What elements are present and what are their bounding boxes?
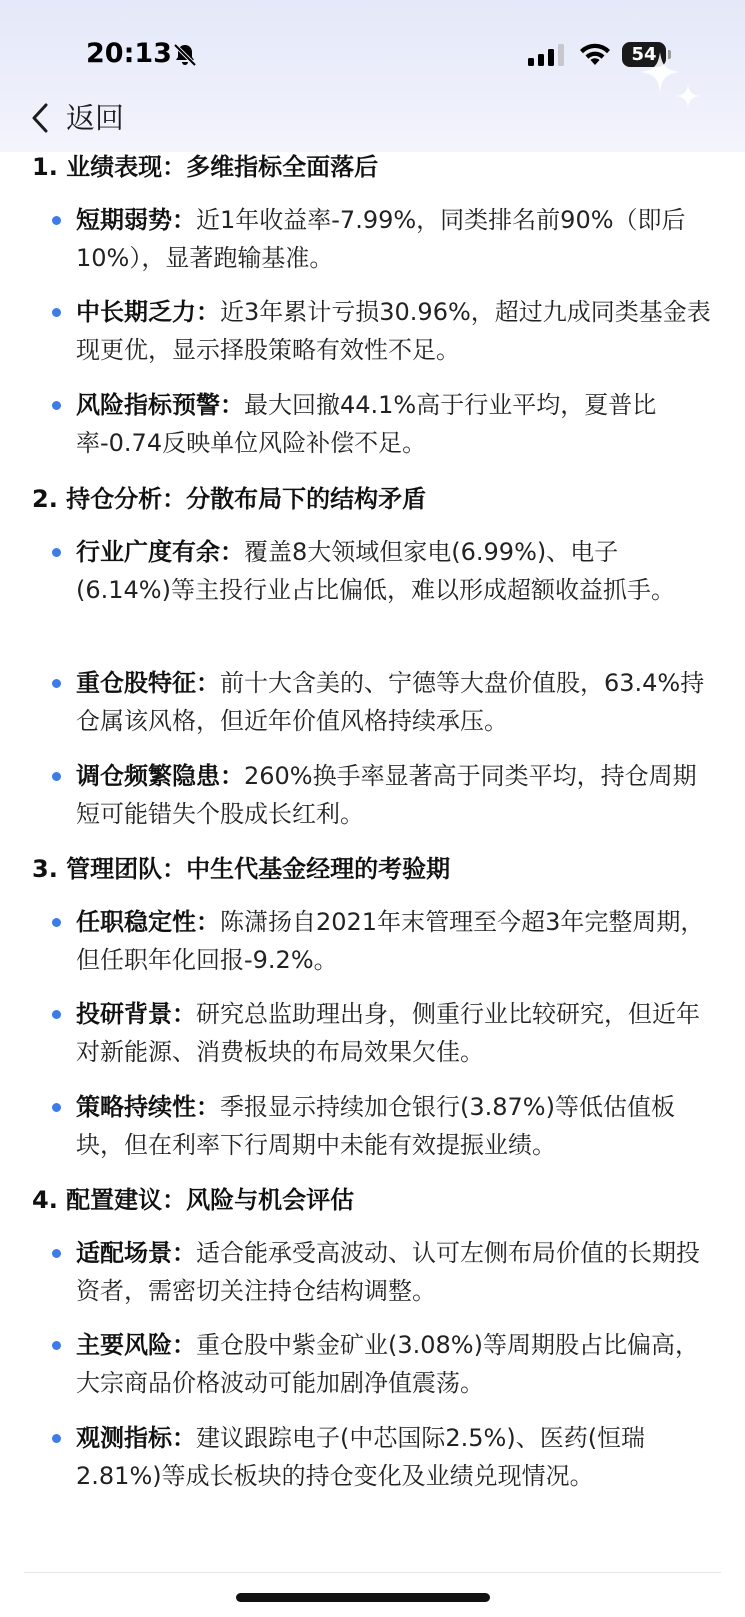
bullet-dot: [52, 1103, 61, 1112]
status-time: 20:13: [86, 38, 172, 69]
home-indicator[interactable]: [236, 1593, 490, 1602]
item-text: 近1年收益率-7.99%，同类排名前90%（即后10%），显著跑输基准。: [76, 206, 686, 272]
bullet-dot: [52, 918, 61, 927]
item-text: 重仓股中紫金矿业(3.08%)等周期股占比偏高，大宗商品价格波动可能加剧净值震荡。: [76, 1331, 699, 1397]
item-text: 建议跟踪电子(中芯国际2.5%)、医药(恒瑞2.81%)等成长板块的持仓变化及业绩兑现情况。: [76, 1424, 646, 1490]
item-text: 前十大含美的、宁德等大盘价值股，63.4%持仓属该风格，但近年价值风格持续承压。: [76, 669, 705, 735]
item-text: 季报显示持续加仓银行(3.87%)等低估值板块，但在利率下行周期中未能有效提振业绩。: [76, 1093, 675, 1159]
list-item: [52, 664, 712, 740]
item-label: 风险指标预警：: [76, 391, 244, 419]
list-item: [52, 1326, 712, 1402]
back-button[interactable]: 返回: [66, 101, 125, 135]
list-item: [52, 757, 712, 833]
item-label: 策略持续性：: [76, 1093, 220, 1121]
list-item: [52, 995, 712, 1071]
bullet-dot: [52, 1010, 61, 1019]
list-item: [52, 293, 712, 369]
section-heading: 1. 业绩表现：多维指标全面落后: [32, 153, 379, 181]
item-label: 观测指标：: [76, 1424, 196, 1452]
status-bar: [0, 0, 745, 100]
item-label: 中长期乏力：: [76, 298, 220, 326]
section-heading: 4. 配置建议：风险与机会评估: [32, 1186, 355, 1214]
item-label: 适配场景：: [76, 1239, 196, 1267]
item-text: 覆盖8大领域但家电(6.99%)、电子(6.14%)等主投行业占比偏低，难以形成超额收益抓手。: [76, 538, 675, 604]
item-label: 行业广度有余：: [76, 538, 244, 566]
item-text: 陈潇扬自2021年末管理至今超3年完整周期，但任职年化回报-9.2%。: [76, 908, 705, 974]
list-item: [52, 1419, 712, 1495]
list-item: [52, 903, 712, 979]
bullet-dot: [52, 1341, 61, 1350]
wifi-icon: [578, 41, 612, 67]
bell-slash-icon: [172, 42, 198, 68]
item-text: 研究总监助理出身，侧重行业比较研究，但近年对新能源、消费板块的布局效果欠佳。: [76, 1000, 700, 1066]
bullet-dot: [52, 216, 61, 225]
item-text: 260%换手率显著高于同类平均，持仓周期短可能错失个股成长红利。: [76, 762, 697, 828]
bullet-dot: [52, 401, 61, 410]
item-label: 短期弱势：: [76, 206, 196, 234]
bottom-divider: [24, 1572, 721, 1573]
item-label: 任职稳定性：: [76, 908, 220, 936]
battery-indicator: 54: [622, 42, 666, 67]
list-item: [52, 1088, 712, 1164]
bullet-dot: [52, 1434, 61, 1443]
list-item: [52, 201, 712, 277]
bullet-dot: [52, 772, 61, 781]
sparkle-icon: [640, 52, 680, 92]
item-text: 适合能承受高波动、认可左侧布局价值的长期投资者，需密切关注持仓结构调整。: [76, 1239, 700, 1305]
list-item: [52, 1234, 712, 1310]
item-label: 调仓频繁隐患：: [76, 762, 244, 790]
item-label: 重仓股特征：: [76, 669, 220, 697]
bullet-dot: [52, 548, 61, 557]
chevron-left-icon[interactable]: [30, 102, 50, 134]
bullet-dot: [52, 1249, 61, 1258]
cellular-signal-icon: [528, 44, 566, 66]
nav-bar: [0, 95, 745, 145]
section-heading: 3. 管理团队：中生代基金经理的考验期: [32, 855, 451, 883]
item-label: 主要风险：: [76, 1331, 196, 1359]
item-label: 投研背景：: [76, 1000, 196, 1028]
item-text: 最大回撤44.1%高于行业平均，夏普比率-0.74反映单位风险补偿不足。: [76, 391, 657, 457]
bullet-dot: [52, 679, 61, 688]
bullet-dot: [52, 308, 61, 317]
list-item: [52, 533, 712, 609]
item-text: 近3年累计亏损30.96%，超过九成同类基金表现更优，显示择股策略有效性不足。: [76, 298, 711, 364]
list-item: [52, 386, 712, 462]
section-heading: 2. 持仓分析：分散布局下的结构矛盾: [32, 485, 427, 513]
